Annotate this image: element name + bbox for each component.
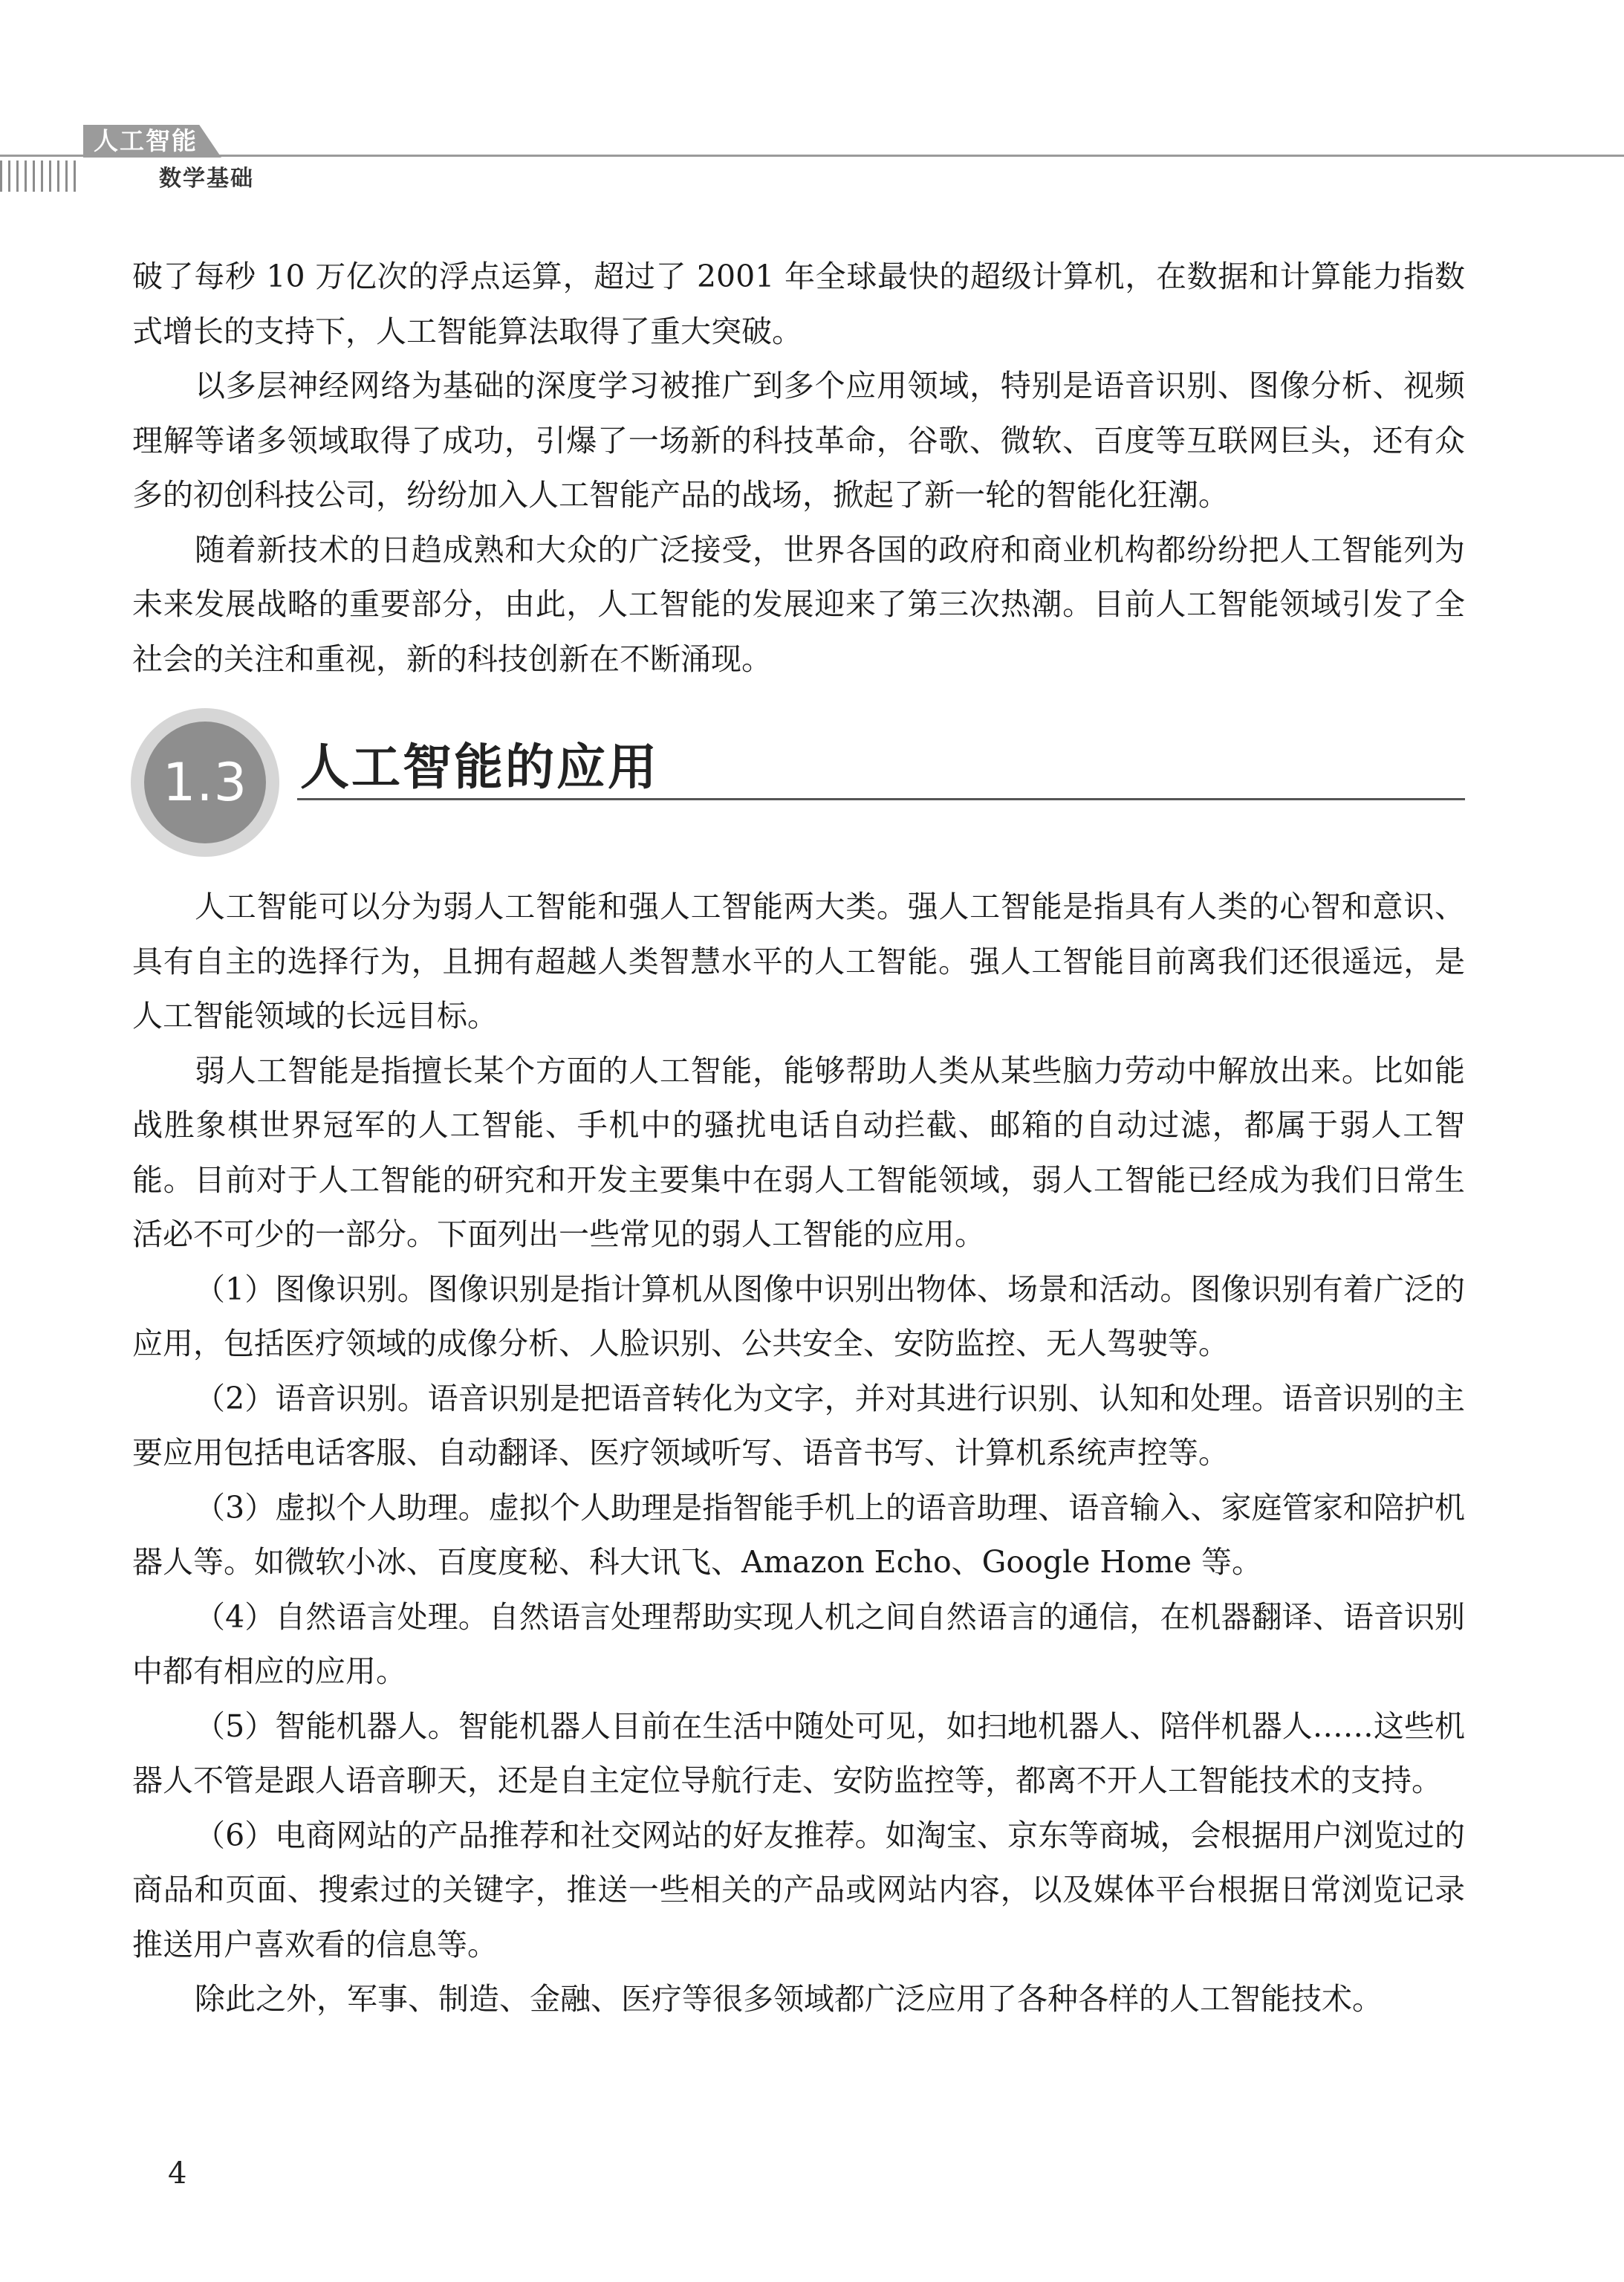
page-number: 4 bbox=[168, 2156, 187, 2191]
header-rule bbox=[0, 155, 1624, 157]
paragraph: 以多层神经网络为基础的深度学习被推广到多个应用领域，特别是语音识别、图像分析、视频理解等诸多领域取得了成功，引爆了一场新的科技革命，谷歌、微软、百度等互联网巨头，还有众多的初创科技公司，纷纷加入人工智能产品的战场，掀起了新一轮的智能化狂潮。 bbox=[132, 368, 1465, 513]
paragraph: 破了每秒 10 万亿次的浮点运算，超过了 2001 年全球最快的超级计算机，在数据和计算能力指数式增长的支持下，人工智能算法取得了重大突破。 bbox=[132, 259, 1465, 349]
list-item: （4）自然语言处理。自然语言处理帮助实现人机之间自然语言的通信，在机器翻译、语音识别中都有相应的应用。 bbox=[132, 1598, 1465, 1689]
book-title: 人工智能 bbox=[94, 126, 198, 155]
section-text bbox=[132, 880, 1465, 2027]
list-item: （3）虚拟个人助理。虚拟个人助理是指智能手机上的语音助理、语音输入、家庭管家和陪护机器人等。如微软小冰、百度度秘、科大讯飞、Amazon Echo、Google Home 等。 bbox=[132, 1489, 1465, 1580]
paragraph: 弱人工智能是指擅长某个方面的人工智能，能够帮助人类从某些脑力劳动中解放出来。比如能战胜象棋世界冠军的人工智能、手机中的骚扰电话自动拦截、邮箱的自动过滤，都属于弱人工智能。目前对于人工智能的研究和开发主要集中在弱人工智能领域，弱人工智能已经成为我们日常生活必不可少的一部分。下面列出一些常见的弱人工智能的应用。 bbox=[132, 1052, 1465, 1252]
paragraph: 随着新技术的日趋成熟和大众的广泛接受，世界各国的政府和商业机构都纷纷把人工智能列为未来发展战略的重要部分，由此，人工智能的发展迎来了第三次热潮。目前人工智能领域引发了全社会的关注和重视，新的科技创新在不断涌现。 bbox=[132, 531, 1465, 677]
paragraph: 人工智能可以分为弱人工智能和强人工智能两大类。强人工智能是指具有人类的心智和意识、具有自主的选择行为，且拥有超越人类智慧水平的人工智能。强人工智能目前离我们还很遥远，是人工智能领域的长远目标。 bbox=[132, 889, 1465, 1034]
paragraph: 除此之外，军事、制造、金融、医疗等很多领域都广泛应用了各种各样的人工智能技术。 bbox=[195, 1981, 1383, 2017]
section-number: 1.3 bbox=[162, 752, 248, 813]
list-item: （5）智能机器人。智能机器人目前在生活中随处可见，如扫地机器人、陪伴机器人……这些机器人不管是跟人语音聊天，还是自主定位导航行走、安防监控等，都离不开人工智能技术的支持。 bbox=[132, 1708, 1465, 1798]
section-title-underline bbox=[297, 798, 1465, 800]
section-badge bbox=[144, 722, 266, 843]
list-item: （1）图像识别。图像识别是指计算机从图像中识别出物体、场景和活动。图像识别有着广泛的应用，包括医疗领域的成像分析、人脸识别、公共安全、安防监控、无人驾驶等。 bbox=[132, 1271, 1465, 1361]
list-item: （6）电商网站的产品推荐和社交网站的好友推荐。如淘宝、京东等商城，会根据用户浏览过的商品和页面、搜索过的关键字，推送一些相关的产品或网站内容，以及媒体平台根据日常浏览记录推送用户喜欢看的信息等。 bbox=[132, 1817, 1465, 1962]
book-subtitle: 数学基础 bbox=[159, 166, 254, 192]
list-item: （2）语音识别。语音识别是把语音转化为文字，并对其进行识别、认知和处理。语音识别的主要应用包括电话客服、自动翻译、医疗领域听写、语音书写、计算机系统声控等。 bbox=[132, 1380, 1465, 1471]
section-title: 人工智能的应用 bbox=[300, 739, 659, 796]
intro-text bbox=[132, 250, 1465, 687]
header-decoration-bars bbox=[0, 161, 83, 192]
